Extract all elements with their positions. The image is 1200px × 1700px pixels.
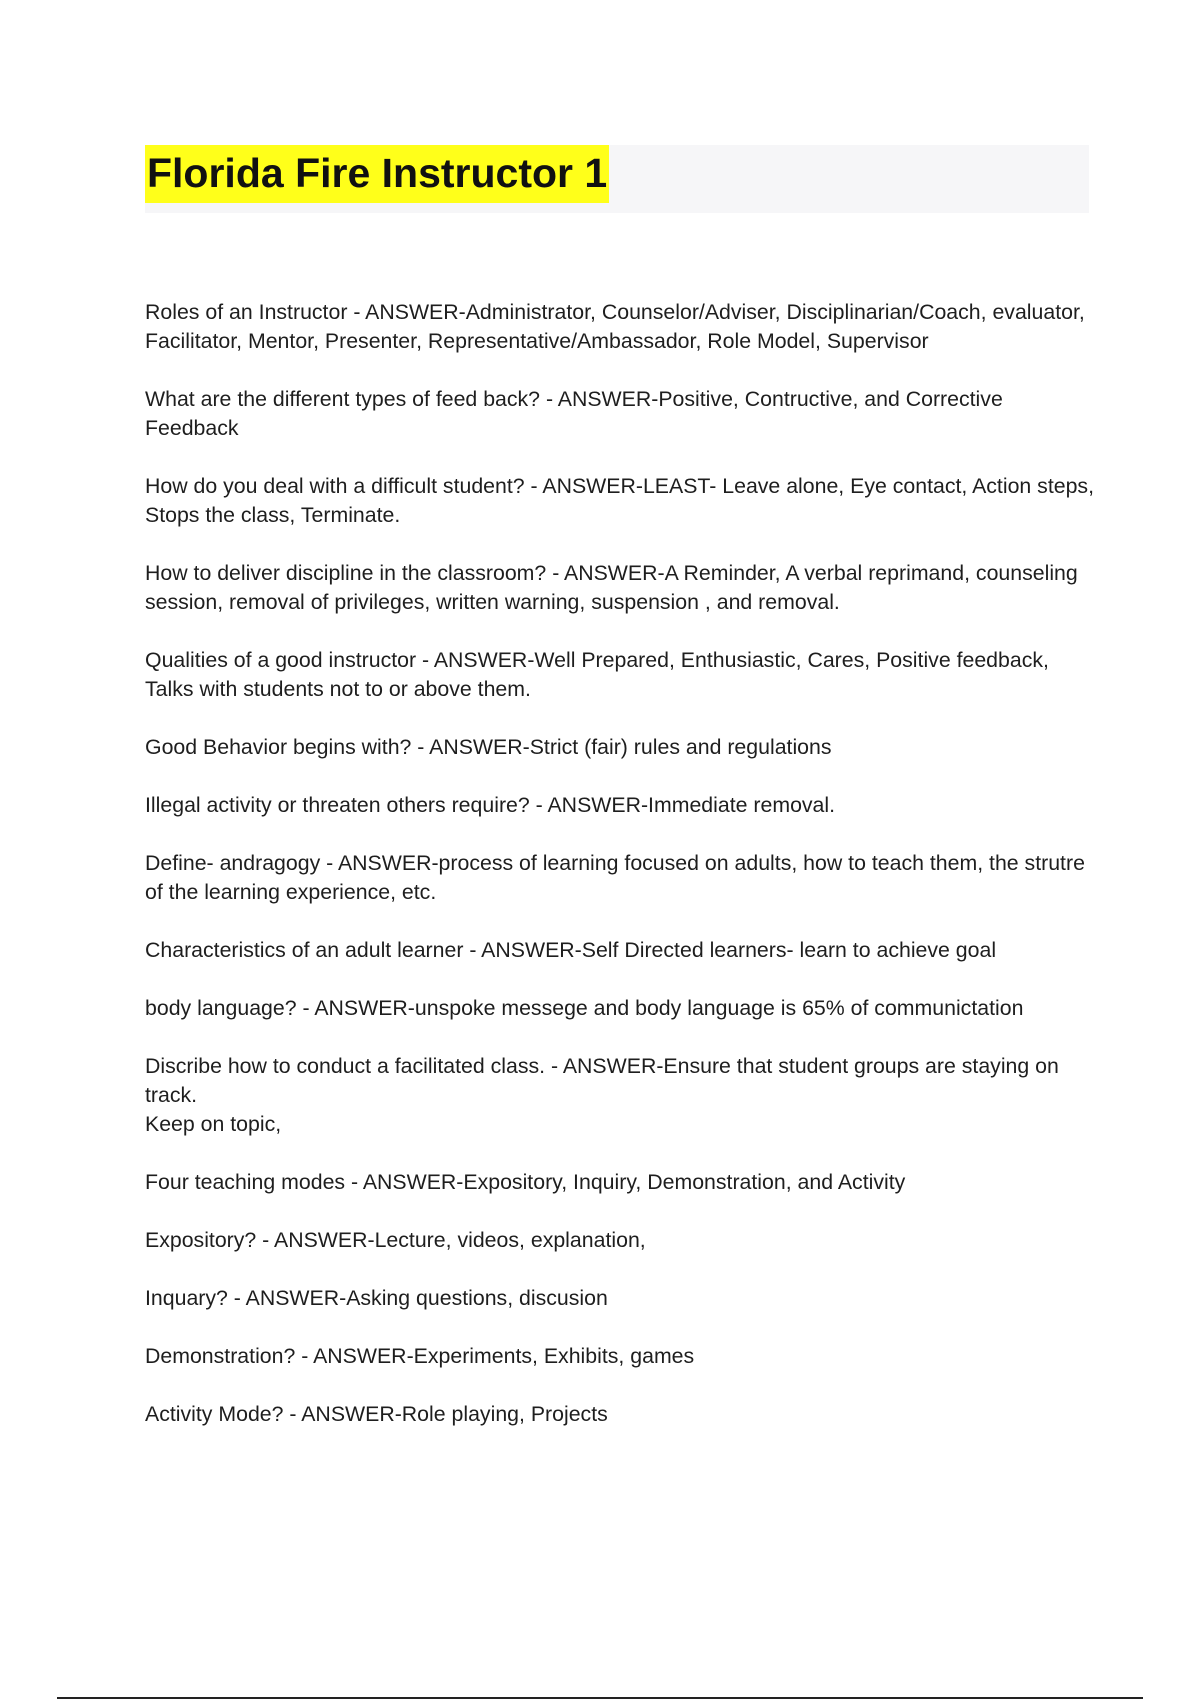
qa-item: Characteristics of an adult learner - ANSWER-Self Directed learners- learn to achieve goal: [145, 938, 997, 962]
qa-item: Inquary? - ANSWER-Asking questions, discusion: [145, 1286, 608, 1310]
footer-divider: [57, 1697, 1143, 1699]
qa-item: Discribe how to conduct a facilitated class. - ANSWER-Ensure that student groups are staying on track. Keep on topic,: [145, 1054, 1059, 1136]
qa-item: Illegal activity or threaten others require? - ANSWER-Immediate removal.: [145, 793, 836, 817]
qa-item: Four teaching modes - ANSWER-Expository, Inquiry, Demonstration, and Activity: [145, 1170, 906, 1194]
qa-item: Define- andragogy - ANSWER-process of learning focused on adults, how to teach them, the strutre of the learning experience, etc.: [145, 851, 1085, 904]
qa-item: Expository? - ANSWER-Lecture, videos, explanation,: [145, 1228, 646, 1252]
document-title: Florida Fire Instructor 1: [145, 145, 609, 203]
qa-item: How do you deal with a difficult student? - ANSWER-LEAST- Leave alone, Eye contact, Action steps, Stops the class, Terminate.: [145, 474, 1095, 527]
qa-item: How to deliver discipline in the classroom? - ANSWER-A Reminder, A verbal reprimand, counseling session, removal of privileges, written warning, suspension , and removal.: [145, 561, 1078, 614]
qa-item: Good Behavior begins with? - ANSWER-Strict (fair) rules and regulations: [145, 735, 832, 759]
qa-item: Activity Mode? - ANSWER-Role playing, Projects: [145, 1402, 608, 1426]
qa-item: Roles of an Instructor - ANSWER-Administrator, Counselor/Adviser, Disciplinarian/Coach, evaluator, Facilitator, Mentor, Presenter, Representative/Ambassador, Role Model, Supervisor: [145, 300, 1085, 353]
qa-item: Qualities of a good instructor - ANSWER-Well Prepared, Enthusiastic, Cares, Positive feedback, Talks with students not to or above them.: [145, 648, 1049, 701]
qa-item: Demonstration? - ANSWER-Experiments, Exhibits, games: [145, 1344, 695, 1368]
qa-item: What are the different types of feed back? - ANSWER-Positive, Contructive, and Corrective Feedback: [145, 387, 1003, 440]
qa-item: body language? - ANSWER-unspoke messege and body language is 65% of communictation: [145, 996, 1024, 1020]
qa-list: [145, 298, 1095, 1458]
